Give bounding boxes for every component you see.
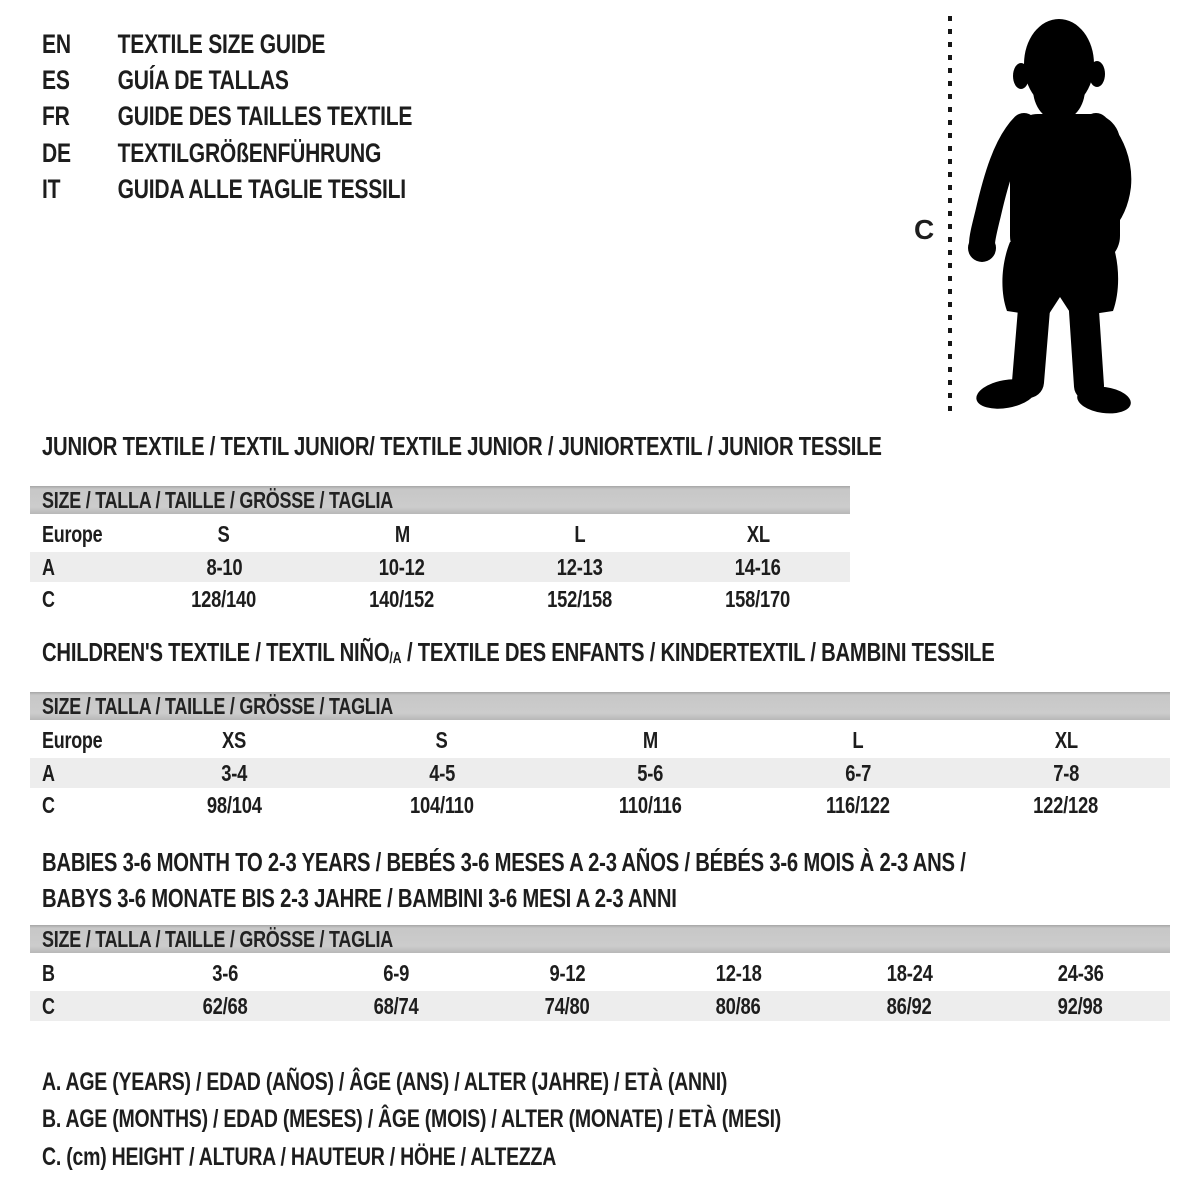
row-label — [30, 521, 135, 548]
height-value: 158/170 — [725, 585, 791, 612]
table-row — [30, 788, 1170, 822]
size-cell — [962, 727, 1170, 754]
babies-table-header-bar — [30, 925, 1170, 953]
legend-line-c — [42, 1139, 990, 1176]
lang-code: EN — [42, 28, 71, 59]
age-value: 24-36 — [1057, 959, 1104, 986]
row-label-text: C — [42, 585, 55, 612]
age-cell — [824, 960, 995, 987]
height-cell — [754, 792, 962, 819]
height-value: 98/104 — [206, 791, 262, 818]
children-title-suffix: / TEXTILE DES ENFANTS / KINDERTEXTIL / BAMBINI TESSILE — [401, 637, 995, 667]
size-cell — [338, 727, 546, 754]
age-cell — [546, 760, 754, 787]
size-value: XL — [746, 520, 770, 547]
junior-section-title — [42, 431, 1118, 461]
age-cell — [962, 760, 1170, 787]
size-cell — [754, 727, 962, 754]
age-value: 6-7 — [845, 759, 871, 786]
row-label — [30, 993, 140, 1020]
height-cell — [824, 993, 995, 1020]
size-cell — [313, 521, 491, 548]
height-cell — [135, 586, 313, 613]
age-value: 10-12 — [379, 553, 425, 580]
age-cell — [140, 960, 311, 987]
age-value: 7-8 — [1053, 759, 1079, 786]
age-value: 14-16 — [735, 553, 781, 580]
children-size-table — [30, 692, 1170, 822]
legend-text: B. AGE (MONTHS) / EDAD (MESES) / ÂGE (MOIS) / ALTER (MONATE) / ETÀ (MESI) — [42, 1105, 782, 1134]
babies-size-table — [30, 925, 1170, 1021]
size-cell — [546, 727, 754, 754]
size-cell — [130, 727, 338, 754]
lang-row-es — [42, 62, 412, 98]
height-value: 104/110 — [410, 791, 474, 818]
row-label — [30, 727, 130, 754]
height-cell — [491, 586, 669, 613]
size-value: S — [435, 726, 449, 753]
row-label — [30, 554, 135, 581]
height-cell — [546, 792, 754, 819]
size-value: S — [217, 520, 231, 547]
size-header-label: SIZE / TALLA / TAILLE / GRÖSSE / TAGLIA — [42, 692, 393, 719]
row-label — [30, 960, 140, 987]
age-cell — [482, 960, 653, 987]
height-cell — [313, 586, 491, 613]
lang-title: TEXTILGRÖßENFÜHRUNG — [117, 137, 382, 168]
legend-line-a — [42, 1064, 990, 1101]
height-value: 92/98 — [1058, 992, 1103, 1019]
junior-table-header-bar — [30, 486, 850, 514]
legend-text: C. (cm) HEIGHT / ALTURA / HAUTEUR / HÖHE / ALTEZZA — [42, 1142, 557, 1171]
children-title-prefix: CHILDREN'S TEXTILE / TEXTIL NIÑO — [42, 637, 390, 667]
age-cell — [491, 554, 669, 581]
height-value: 116/122 — [826, 791, 890, 818]
height-cell — [669, 586, 847, 613]
junior-title-text: JUNIOR TEXTILE / TEXTIL JUNIOR/ TEXTILE JUNIOR / JUNIORTEXTIL / JUNIOR TESSILE — [42, 431, 882, 461]
height-measure-label: C — [914, 214, 934, 245]
age-cell — [338, 760, 546, 787]
height-cell — [140, 993, 311, 1020]
junior-size-table — [30, 486, 850, 616]
age-cell — [653, 960, 824, 987]
size-header-label: SIZE / TALLA / TAILLE / GRÖSSE / TAGLIA — [42, 925, 393, 952]
age-cell — [669, 554, 847, 581]
height-cell — [962, 792, 1170, 819]
age-cell — [754, 760, 962, 787]
age-value: 3-4 — [221, 759, 247, 786]
height-value: 110/116 — [618, 791, 682, 818]
height-value: 128/140 — [191, 585, 257, 612]
height-cell — [482, 993, 653, 1020]
children-table-header-bar — [30, 692, 1170, 720]
lang-code: ES — [42, 65, 70, 96]
lang-row-it — [42, 172, 412, 208]
row-label-text: C — [42, 992, 55, 1019]
size-value: M — [642, 726, 658, 753]
size-cell — [669, 521, 847, 548]
size-value: L — [574, 520, 586, 547]
size-value: XL — [1054, 726, 1078, 753]
size-header-label: SIZE / TALLA / TAILLE / GRÖSSE / TAGLIA — [42, 486, 393, 513]
table-row — [30, 722, 1170, 758]
language-header — [42, 26, 517, 208]
lang-title: TEXTILE SIZE GUIDE — [117, 28, 326, 59]
size-value: XS — [221, 726, 247, 753]
lang-row-de — [42, 135, 412, 171]
row-label-text: Europe — [42, 520, 103, 547]
age-value: 9-12 — [549, 959, 586, 986]
table-row — [30, 582, 850, 616]
table-row — [30, 991, 1170, 1021]
row-label-text: A — [42, 759, 55, 786]
children-section-title — [42, 637, 1200, 674]
age-value: 12-18 — [715, 959, 762, 986]
height-value: 86/92 — [887, 992, 932, 1019]
row-label — [30, 586, 135, 613]
age-value: 18-24 — [886, 959, 933, 986]
lang-code: DE — [42, 137, 71, 168]
row-label-text: Europe — [42, 726, 103, 753]
babies-title-line2: BABYS 3-6 MONATE BIS 2-3 JAHRE / BAMBINI 3-6 MESI A 2-3 ANNI — [42, 883, 677, 913]
lang-row-en — [42, 26, 412, 62]
lang-code: IT — [42, 174, 61, 205]
row-label-text: C — [42, 791, 55, 818]
height-value: 74/80 — [545, 992, 590, 1019]
age-cell — [311, 960, 482, 987]
age-value: 3-6 — [212, 959, 239, 986]
height-value: 122/128 — [1033, 791, 1099, 818]
size-cell — [135, 521, 313, 548]
size-value: M — [394, 520, 410, 547]
height-value: 152/158 — [547, 585, 613, 612]
height-cell — [995, 993, 1166, 1020]
table-row — [30, 955, 1170, 991]
height-cell — [338, 792, 546, 819]
legend-text: A. AGE (YEARS) / EDAD (AÑOS) / ÂGE (ANS) / ALTER (JAHRE) / ETÀ (ANNI) — [42, 1068, 728, 1097]
measurement-legend — [42, 1064, 990, 1176]
height-cell — [311, 993, 482, 1020]
lang-row-fr — [42, 99, 412, 135]
age-cell — [313, 554, 491, 581]
height-value: 140/152 — [369, 585, 435, 612]
table-row — [30, 758, 1170, 788]
age-cell — [995, 960, 1166, 987]
lang-title: GUIDA ALLE TAGLIE TESSILI — [117, 174, 406, 205]
age-value: 4-5 — [429, 759, 455, 786]
age-value: 6-9 — [383, 959, 410, 986]
table-row — [30, 516, 850, 552]
height-value: 68/74 — [374, 992, 419, 1019]
height-value: 62/68 — [203, 992, 248, 1019]
row-label — [30, 760, 130, 787]
height-cell — [653, 993, 824, 1020]
children-title-text — [42, 637, 995, 674]
height-value: 80/86 — [716, 992, 761, 1019]
height-cell — [130, 792, 338, 819]
lang-title: GUIDE DES TAILLES TEXTILE — [117, 101, 413, 132]
age-cell — [135, 554, 313, 581]
age-value: 5-6 — [637, 759, 663, 786]
size-value: L — [852, 726, 864, 753]
lang-title: GUÍA DE TALLAS — [117, 65, 289, 96]
legend-line-b — [42, 1101, 990, 1138]
age-value: 12-13 — [557, 553, 603, 580]
baby-silhouette — [958, 14, 1148, 420]
row-label-text: B — [42, 959, 55, 986]
height-measure-dashed-line — [948, 16, 952, 414]
table-row — [30, 552, 850, 582]
babies-title-line1: BABIES 3-6 MONTH TO 2-3 YEARS / BEBÉS 3-6 MESES A 2-3 AÑOS / BÉBÉS 3-6 MOIS À 2-3 ANS / — [42, 847, 966, 877]
row-label-text: A — [42, 553, 55, 580]
children-title-subscript: /A — [389, 649, 402, 667]
age-cell — [130, 760, 338, 787]
lang-code: FR — [42, 101, 70, 132]
age-value: 8-10 — [206, 553, 242, 580]
size-cell — [491, 521, 669, 548]
row-label — [30, 792, 130, 819]
babies-section-title — [42, 847, 1200, 919]
